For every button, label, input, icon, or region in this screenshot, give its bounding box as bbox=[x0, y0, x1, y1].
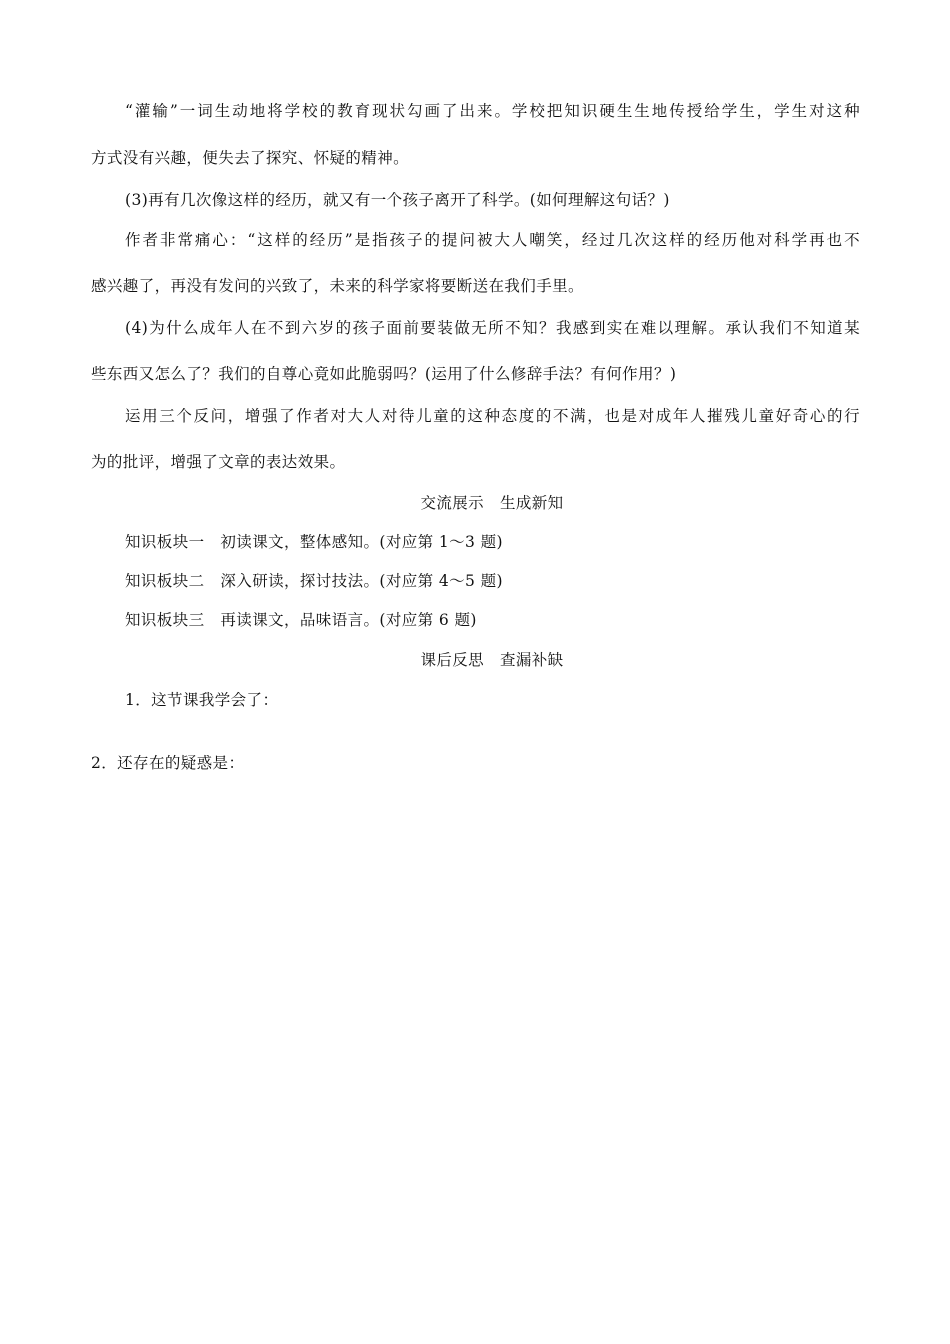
answer-3-line: 作者非常痛心：“这样的经历”是指孩子的提问被大人嘲笑，经过几次这样的经历他对科学再也不 bbox=[125, 231, 860, 249]
section-heading-exchange: 交流展示 生成新知 bbox=[420, 494, 564, 512]
question-3: (3)再有几次像这样的经历，就又有一个孩子离开了科学。(如何理解这句话？) bbox=[125, 191, 670, 209]
knowledge-block-item: 知识板块三 再读课文，品味语言。(对应第 6 题) bbox=[125, 611, 477, 629]
answer-4-line: 为的批评，增强了文章的表达效果。 bbox=[91, 453, 346, 471]
reflect-item-learned: 1．这节课我学会了： bbox=[125, 691, 279, 709]
reflect-item-doubts: 2．还存在的疑惑是： bbox=[91, 754, 245, 772]
section-heading-reflect: 课后反思 查漏补缺 bbox=[420, 651, 564, 669]
question-4-line: (4)为什么成年人在不到六岁的孩子面前要装做无所不知？我感到实在难以理解。承认我们不知道某 bbox=[125, 319, 860, 337]
paragraph-line: “灌输”一词生动地将学校的教育现状勾画了出来。学校把知识硬生生地传授给学生，学生对这种 bbox=[125, 102, 860, 120]
answer-3-line: 感兴趣了，再没有发问的兴致了，未来的科学家将要断送在我们手里。 bbox=[91, 277, 584, 295]
knowledge-block-item: 知识板块一 初读课文，整体感知。(对应第 1～3 题) bbox=[125, 533, 503, 551]
question-4-line: 些东西又怎么了？我们的自尊心竟如此脆弱吗？(运用了什么修辞手法？有何作用？) bbox=[91, 365, 677, 383]
paragraph-line: 方式没有兴趣，便失去了探究、怀疑的精神。 bbox=[91, 149, 410, 167]
knowledge-block-item: 知识板块二 深入研读，探讨技法。(对应第 4～5 题) bbox=[125, 572, 503, 590]
answer-4-line: 运用三个反问，增强了作者对大人对待儿童的这种态度的不满，也是对成年人摧残儿童好奇心的行 bbox=[125, 407, 860, 425]
